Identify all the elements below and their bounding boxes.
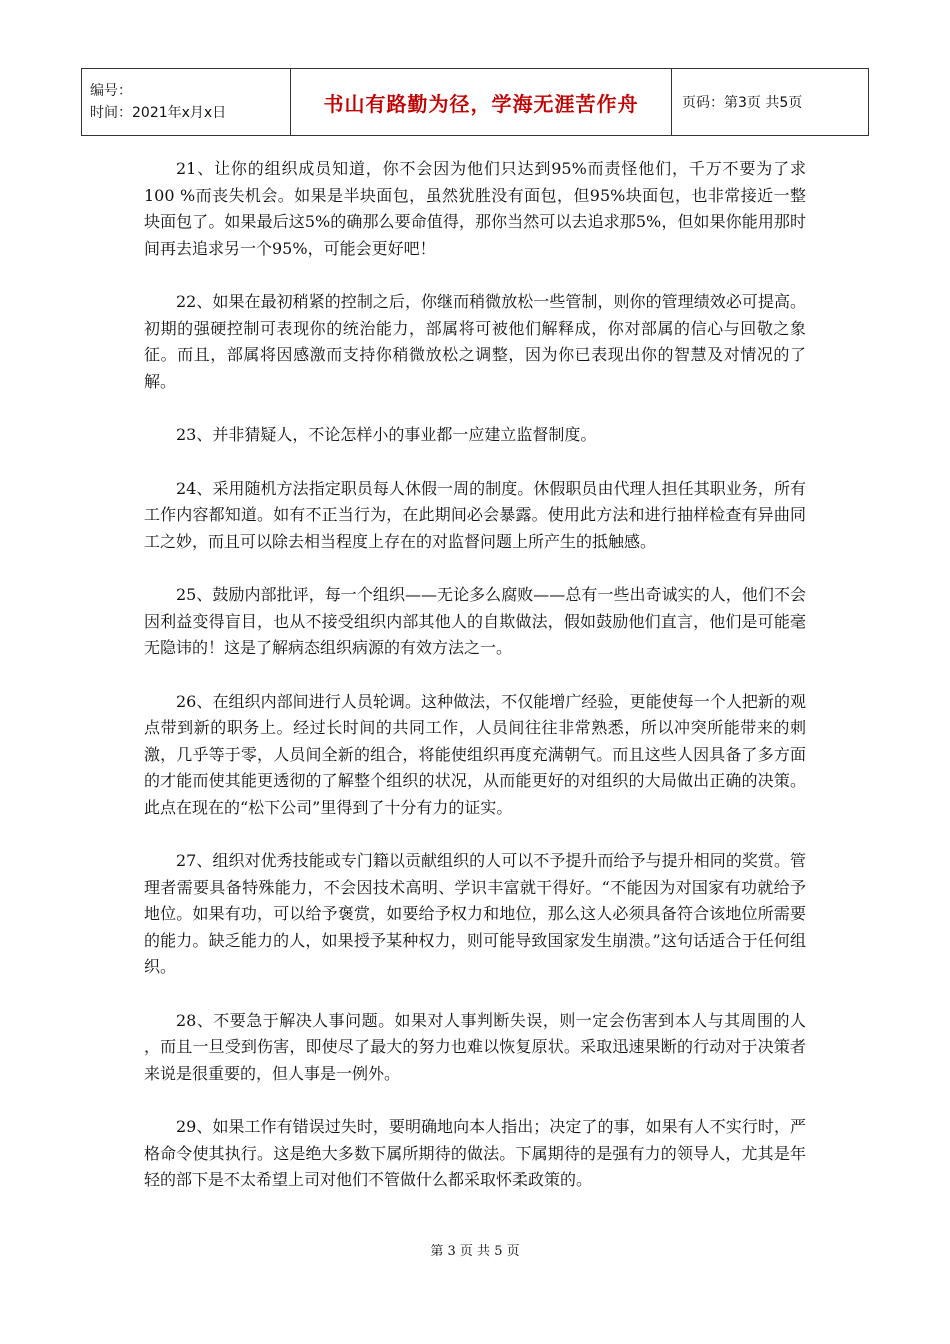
number-label: 编号： bbox=[90, 83, 132, 99]
paragraph-26: 26、在组织内部间进行人员轮调。这种做法，不仅能增广经验，更能使每一个人把新的观点带到新的职务上。经过长时间的共同工作，人员间往往非常熟悉，所以冲突所能带来的刺激，几乎等于零，人员间全新的组合，将能使组织再度充满朝气。而且这些人因具备了多方面的才能而使其能更透彻的了解整个组织的状况，从而能更好的对组织的大局做出正确的决策。此点在现在的“松下公司”里得到了十分有力的证实。 bbox=[144, 691, 806, 817]
document-header bbox=[81, 68, 869, 136]
paragraph-22: 22、如果在最初稍紧的控制之后，你继而稍微放松一些管制，则你的管理绩效必可提高。初期的强硬控制可表现你的统治能力，部属将可被他们解释成，你对部属的信心与回敬之象征。而且，部属将因感激而支持你稍微放松之调整，因为你已表现出你的智慧及对情况的了解。 bbox=[144, 292, 806, 391]
paragraph-29: 29、如果工作有错误过失时，要明确地向本人指出；决定了的事，如果有人不实行时，严格命令使其执行。这是绝大多数下属所期待的做法。下属期待的是强有力的领导人，尤其是年轻的部下是不太希望上司对他们不管做什么都采取怀柔政策的。 bbox=[144, 1117, 806, 1189]
page-footer: 第 3 页 共 5 页 bbox=[430, 1244, 520, 1259]
paragraph-25: 25、鼓励内部批评，每一个组织——无论多么腐败——总有一些出奇诚实的人，他们不会因利益变得盲目，也从不接受组织内部其他人的自欺做法，假如鼓励他们直言，他们是可能毫无隐讳的！这是了解病态组织病源的有效方法之一。 bbox=[144, 585, 806, 657]
header-meta bbox=[82, 69, 291, 136]
header-motto: 书山有路勤为径，学海无涯苦作舟 bbox=[291, 69, 672, 136]
header-page-info: 页码：第3页 共5页 bbox=[672, 69, 869, 136]
paragraph-21: 21、让你的组织成员知道，你不会因为他们只达到95%而责怪他们，千万不要为了求100 %而丧失机会。如果是半块面包，虽然犹胜没有面包，但95%块面包，也非常接近一整块面包了。如果最后这5%的确那么要命值得，那你当然可以去追求那5%，但如果你能用那时间再去追求另一个95%，可能会更好吧！ bbox=[144, 159, 806, 258]
paragraph-23: 23、并非猜疑人，不论怎样小的事业都一应建立监督制度。 bbox=[176, 425, 597, 444]
time-label: 时间：2021年x月x日 bbox=[90, 105, 227, 121]
paragraph-24: 24、采用随机方法指定职员每人休假一周的制度。休假职员由代理人担任其职业务，所有工作内容都知道。如有不正当行为，在此期间必会暴露。使用此方法和进行抽样检查有异曲同工之妙，而且可以除去相当程度上存在的对监督问题上所产生的抵触感。 bbox=[144, 478, 806, 551]
paragraph-28: 28、不要急于解决人事问题。如果对人事判断失误，则一定会伤害到本人与其周围的人 ，而且一旦受到伤害，即使尽了最大的努力也难以恢复原状。采取迅速果断的行动对于决策者来说是很重要的，但人事是一例外。 bbox=[144, 1010, 806, 1083]
paragraph-27: 27、组织对优秀技能或专门籍以贡献组织的人可以不予提升而给予与提升相同的奖赏。管理者需要具备特殊能力，不会因技术高明、学识丰富就干得好。“不能因为对国家有功就给予地位。如果有功，可以给予褒赏，如要给予权力和地位，那么这人必须具备符合该地位所需要的能力。缺乏能力的人，如果授予某种权力，则可能导致国家发生崩溃。”这句话适合于任何组织。 bbox=[144, 851, 806, 976]
document-body bbox=[144, 156, 806, 1221]
